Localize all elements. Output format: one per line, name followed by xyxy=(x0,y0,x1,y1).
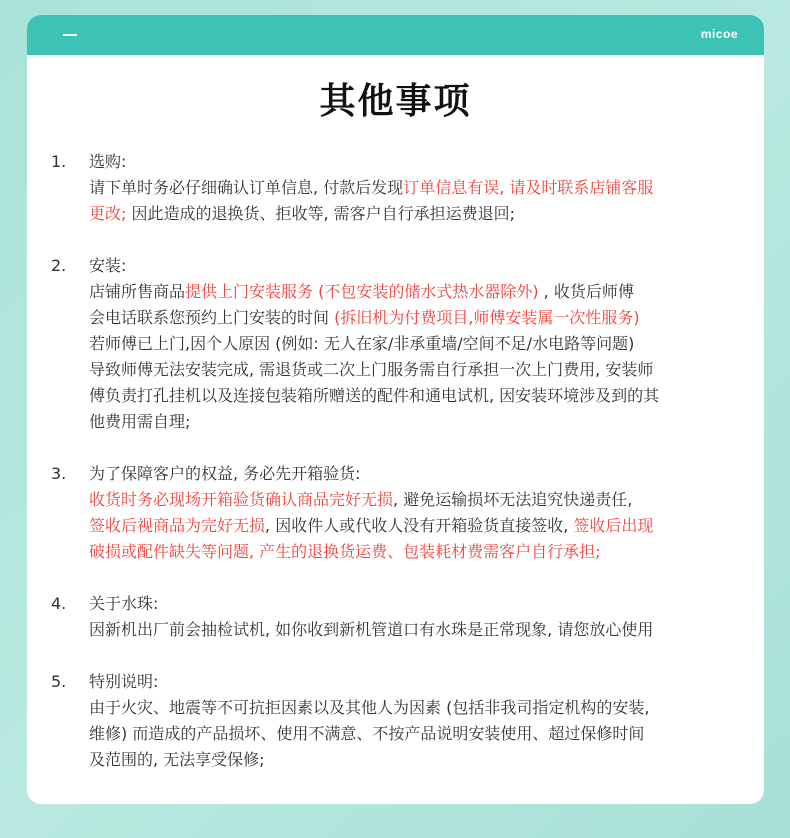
text-line xyxy=(89,279,759,305)
body-text: 及范围的, 无法享受保修; xyxy=(89,750,265,769)
body-text: 傅负责打孔挂机以及连接包装箱所赠送的配件和通电试机, 因安装环境涉及到的其 xyxy=(89,386,660,405)
section-heading: 选购: xyxy=(89,152,127,171)
text-line xyxy=(89,357,759,383)
highlight-text: 订单信息有误, 请及时联系店铺客服 xyxy=(403,178,654,197)
highlight-text: 提供上门安装服务 (不包安装的储水式热水器除外) xyxy=(185,282,539,301)
text-line xyxy=(89,383,759,409)
body-text: 维修) 而造成的产品损坏、使用不满意、不按产品说明安装使用、超过保修时间 xyxy=(89,724,645,743)
section-number: 4. xyxy=(51,594,67,613)
notice-card xyxy=(27,15,764,804)
page-title: 其他事项 xyxy=(319,81,472,122)
section-number: 2. xyxy=(51,256,67,275)
highlight-text: 收货时务必现场开箱验货确认商品完好无损 xyxy=(89,490,394,509)
menu-dash-icon xyxy=(63,34,77,36)
text-line xyxy=(89,617,759,643)
body-text: 会电话联系您预约上门安装的时间 xyxy=(89,308,335,327)
body-text: 因新机出厂前会抽检试机, 如你收到新机管道口有水珠是正常现象, 请您放心使用 xyxy=(89,620,654,639)
text-line xyxy=(89,409,759,435)
body-text: , 因收件人或代收人没有开箱验货直接签收, xyxy=(265,516,574,535)
section-number: 5. xyxy=(51,672,67,691)
section-body xyxy=(89,253,759,435)
section-heading: 特别说明: xyxy=(89,672,159,691)
section-body xyxy=(89,149,759,227)
body-text: 若师傅已上门,因个人原因 (例如: 无人在家/非承重墙/空间不足/水电路等问题) xyxy=(89,334,635,353)
text-line xyxy=(89,487,759,513)
body-text: 请下单时务必仔细确认订单信息, 付款后发现 xyxy=(89,178,404,197)
header-bar xyxy=(27,15,764,55)
text-line xyxy=(89,175,759,201)
body-text: 店铺所售商品 xyxy=(89,282,186,301)
highlight-text: 签收后视商品为完好无损 xyxy=(89,516,266,535)
section-body xyxy=(89,591,759,643)
body-text: , 避免运输损坏无法追究快递责任, xyxy=(393,490,633,509)
highlight-text: 更改; xyxy=(89,204,127,223)
section-body xyxy=(89,461,759,565)
body-text: 他费用需自理; xyxy=(89,412,191,431)
body-text: 导致师傅无法安装完成, 需退货或二次上门服务需自行承担一次上门费用, 安装师 xyxy=(89,360,654,379)
text-line xyxy=(89,305,759,331)
highlight-text: (拆旧机为付费项目,师傅安装属一次性服务) xyxy=(334,308,640,327)
body-text: 由于火灾、地震等不可抗拒因素以及其他人为因素 (包括非我司指定机构的安装, xyxy=(89,698,650,717)
text-line xyxy=(89,747,759,773)
highlight-text: 签收后出现 xyxy=(573,516,654,535)
highlight-text: 破损或配件缺失等问题, 产生的退换货运费、包装耗材费需客户自行承担; xyxy=(89,542,601,561)
text-line xyxy=(89,695,759,721)
section-body xyxy=(89,669,759,773)
section-number: 3. xyxy=(51,464,67,483)
section-number: 1. xyxy=(51,152,67,171)
body-text: , 收货后师傅 xyxy=(538,282,634,301)
text-line xyxy=(89,513,759,539)
brand-logo: micoe xyxy=(700,27,738,41)
body-text: 因此造成的退换货、拒收等, 需客户自行承担运费退回; xyxy=(126,204,516,223)
text-line xyxy=(89,539,759,565)
text-line xyxy=(89,331,759,357)
text-line xyxy=(89,721,759,747)
section-heading: 关于水珠: xyxy=(89,594,159,613)
section-heading: 安装: xyxy=(89,256,127,275)
section-heading: 为了保障客户的权益, 务必先开箱验货: xyxy=(89,464,361,483)
text-line xyxy=(89,201,759,227)
